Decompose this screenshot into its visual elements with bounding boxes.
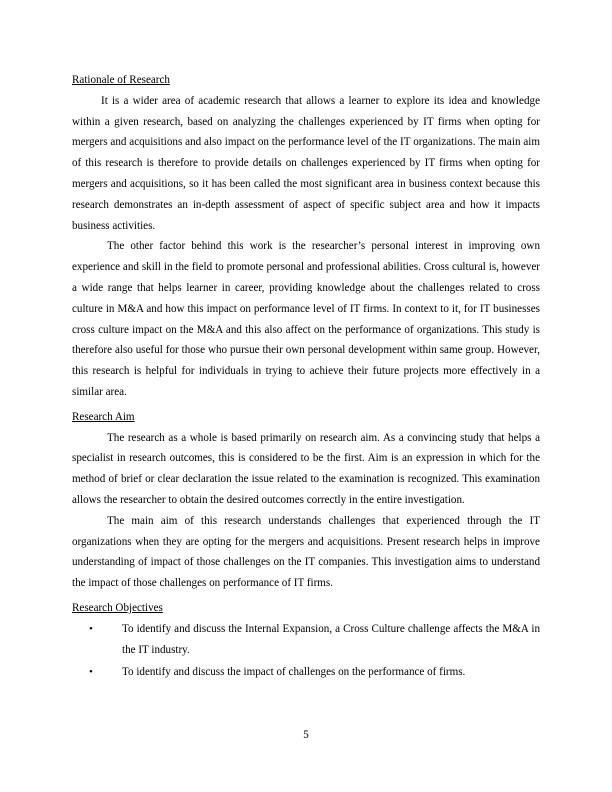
bullet-icon: •	[89, 622, 93, 635]
aim-paragraph-2: The main aim of this research understands challenges that experienced through the IT organizations when they are opting for the mergers and acquisitions. Present research helps in improve understanding of impact of those challenges on the IT companies. This investigation aims to understand the impact of those challenges on performance of IT firms.	[72, 514, 540, 590]
rationale-paragraph-1: It is a wider area of academic research that allows a learner to explore its idea and knowledge within a given research, based on analyzing the challenges experienced by IT firms when opting for mergers and acquisitions and also impact on the performance level of the IT organizations. The main aim of this research is therefore to provide details on challenges experienced by IT firms when opting for mergers and acquisitions, so it has been called the most significant area in business context because this research demonstrates an in-depth assessment of aspect of specific subject area and how it impacts business activities.	[72, 94, 540, 232]
list-item	[72, 619, 540, 661]
section-heading-objectives: Research Objectives	[72, 601, 163, 614]
section-heading-aim: Research Aim	[72, 410, 135, 423]
section-heading-rationale: Rationale of Research	[72, 74, 170, 86]
objectives-list	[72, 619, 540, 683]
page-number: 5	[303, 729, 309, 741]
objective-text-2: To identify and discuss the impact of challenges on the performance of firms.	[122, 666, 466, 679]
bullet-icon: •	[89, 666, 93, 679]
objective-text-1: To identify and discuss the Internal Expansion, a Cross Culture challenge affects the M&A in the IT industry.	[122, 622, 540, 656]
list-item	[72, 662, 540, 683]
page-body	[72, 70, 540, 685]
rationale-paragraph-2: The other factor behind this work is the researcher’s personal interest in improving own experience and skill in the field to promote personal and professional abilities. Cross cultural is, however a wide range that helps learner in career, providing knowledge about the challenges related to cross culture in M&A and how this impact on performance level of IT firms. In context to it, for IT businesses cross culture impact on the M&A and this also affect on the performance of organizations. This study is therefore also useful for those who pursue their own personal development within same group. However, this research is helpful for individuals in trying to achieve their future projects more effectively in a similar area.	[72, 240, 540, 398]
aim-paragraph-1: The research as a whole is based primarily on research aim. As a convincing study that helps a specialist in research outcomes, this is considered to be the first. Aim is an expression in which for the method of brief or clear declaration the issue related to the examination is recognized. This examination allows the researcher to obtain the desired outcomes correctly in the entire investigation.	[72, 431, 540, 506]
